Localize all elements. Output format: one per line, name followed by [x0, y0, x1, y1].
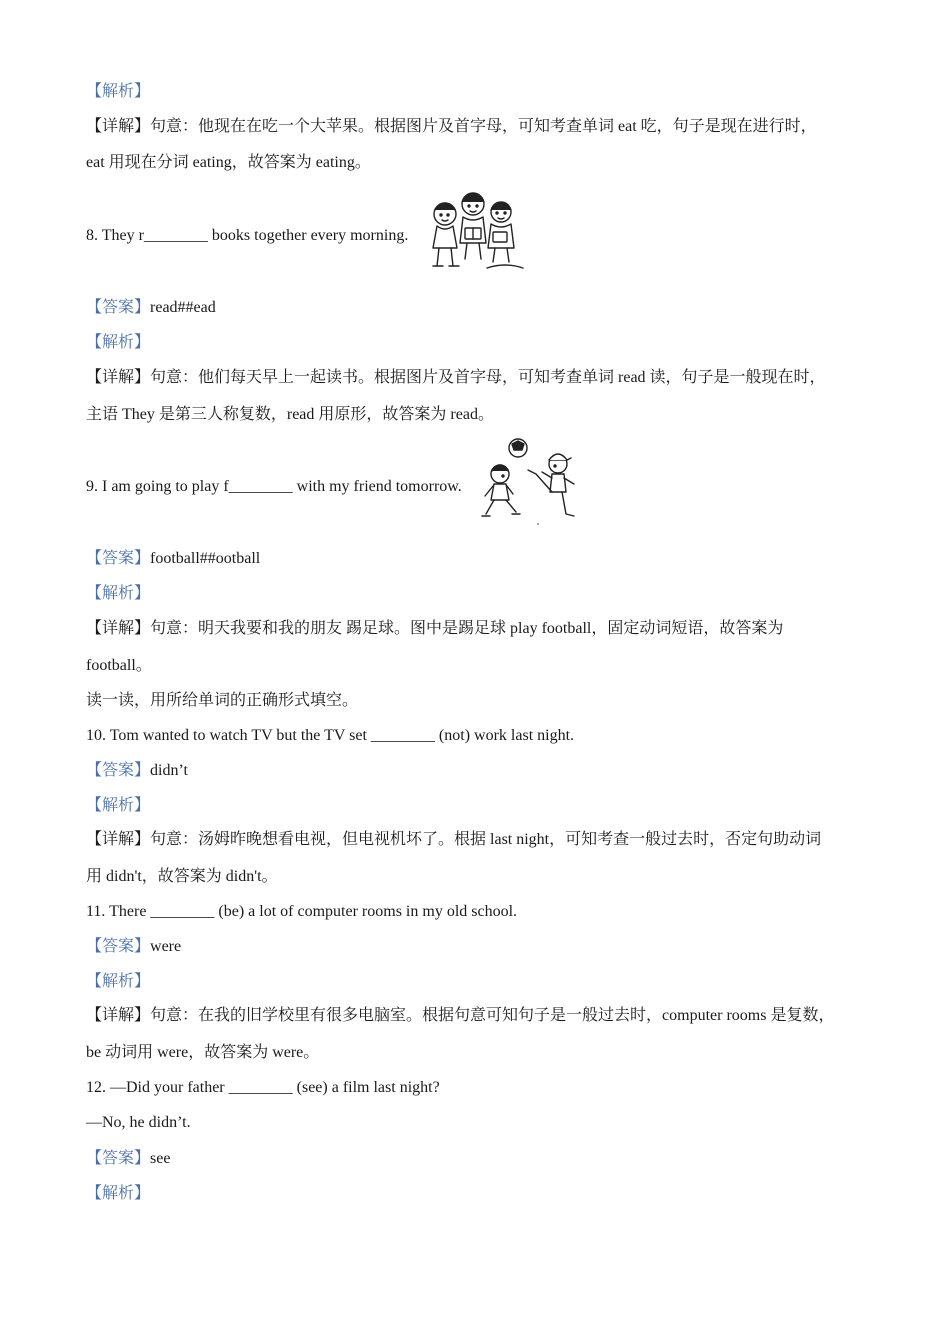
answer-10: 【答案】didn’t	[86, 762, 188, 779]
analysis-label-8: 【解析】	[86, 334, 151, 351]
analysis-label-12: 【解析】	[86, 1185, 151, 1202]
children-reading-icon	[425, 184, 525, 276]
detail-9-line1: 【详解】句意：明天我要和我的朋友 踢足球。图中是踢足球 play football，固定动词短语，故答案为	[86, 620, 784, 637]
detail-8-line2: 主语 They 是第三人称复数，read 用原形，故答案为 read。	[86, 406, 494, 423]
detail-11-line2: be 动词用 were，故答案为 were。	[86, 1044, 320, 1061]
question-8: 8. They r________ books together every morning.	[86, 227, 409, 244]
detail-11-line1: 【详解】句意：在我的旧学校里有很多电脑室。根据句意可知句子是一般过去时，computer rooms 是复数，	[86, 1007, 835, 1024]
question-11: 11. There ________ (be) a lot of computer rooms in my old school.	[86, 903, 518, 920]
answer-11: 【答案】were	[86, 938, 182, 955]
question-10: 10. Tom wanted to watch TV but the TV set ________ (not) work last night.	[86, 727, 575, 744]
detail-7-line1: 【详解】句意：他现在在吃一个大苹果。根据图片及首字母，可知考查单词 eat 吃，句子是现在进行时，	[86, 118, 817, 135]
question-9: 9. I am going to play f________ with my friend tomorrow.	[86, 478, 462, 495]
detail-9-line2: football。	[86, 657, 152, 674]
answer-8: 【答案】read##ead	[86, 299, 216, 316]
answer-12: 【答案】see	[86, 1150, 171, 1167]
detail-8-line1: 【详解】句意：他们每天早上一起读书。根据图片及首字母，可知考查单词 read 读，句子是一般现在时，	[86, 369, 826, 386]
football-players-icon	[478, 436, 586, 528]
section-instruction: 读一读，用所给单词的正确形式填空。	[86, 692, 359, 709]
detail-10-line2: 用 didn't，故答案为 didn't。	[86, 868, 278, 885]
question-12-line2: —No, he didn’t.	[86, 1114, 191, 1131]
analysis-label-11: 【解析】	[86, 973, 151, 990]
analysis-label-9: 【解析】	[86, 585, 151, 602]
answer-9: 【答案】football##ootball	[86, 550, 261, 567]
analysis-label-10: 【解析】	[86, 797, 151, 814]
analysis-label-7: 【解析】	[86, 83, 151, 100]
detail-10-line1: 【详解】句意：汤姆昨晚想看电视，但电视机坏了。根据 last night，可知考查一般过去时，否定句助动词	[86, 831, 822, 848]
detail-7-line2: eat 用现在分词 eating，故答案为 eating。	[86, 154, 371, 171]
question-12-line1: 12. —Did your father ________ (see) a film last night?	[86, 1079, 440, 1096]
